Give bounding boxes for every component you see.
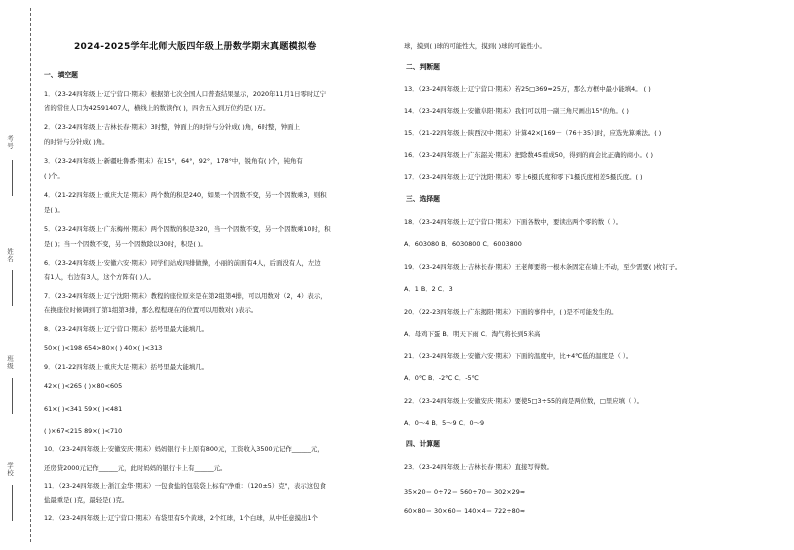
question-line: 50×( )<198 654>80×( ) 40×( )<313 bbox=[44, 344, 163, 352]
question-line: 61×( )<341 59×( )<481 bbox=[44, 405, 123, 413]
question-line: 15．（21-22四年级上·陕西汉中·期末）计算42×[169－（76＋35）]时，应选先算乘法。( ) bbox=[404, 129, 662, 137]
exam-number-label: 考号 bbox=[6, 135, 14, 150]
question-line: 6．（23-24四年级上·安徽六安·期末）同学们站成四排做操，小丽的前面有4人，后面没有人，左边 bbox=[44, 259, 321, 267]
question-line: A．母鸡下蛋 B．明天下雨 C．淘气将长到5米高 bbox=[404, 330, 541, 338]
question-line: 盐最重是( )克，最轻是( )克。 bbox=[44, 496, 129, 504]
question-line: 19．（23-24四年级上·吉林长春·期末）王老师要将一根木条固定在墙上不动，至少需要( )枚钉子。 bbox=[404, 263, 682, 271]
section-heading: 一、填空题 bbox=[44, 71, 78, 79]
question-line: 42×( )<265 ( )×80<605 bbox=[44, 382, 123, 390]
question-line: 7．（23-24四年级上·辽宁沈阳·期末）教程的座位原来是在第2组第4排，可以用数对（2，4）表示， bbox=[44, 292, 327, 300]
question-line: ( )个。 bbox=[44, 172, 64, 180]
question-line: 省的常住人口为42591407人，横线上的数读作( )，四舍五入到万位约是( )万。 bbox=[44, 104, 270, 112]
question-line: 是( )；当一个因数不变，另一个因数除以30时，积是( )。 bbox=[44, 240, 207, 248]
question-line: 16．（23-24四年级上·广东韶关·期末）把除数45看成50，得到的商会比正确的商小。( ) bbox=[404, 151, 653, 159]
school-label: 学校 bbox=[6, 462, 14, 477]
page-title: 2024-2025学年北师大版四年级上册数学期末真题模拟卷 bbox=[74, 42, 317, 52]
question-line: 的时针与分针成( )角。 bbox=[44, 138, 109, 146]
question-line: ( )×67<215 89×( )<710 bbox=[44, 427, 123, 435]
question-line: 22．（23-24四年级上·安徽安庆·期末）要使5□3÷55的商是两位数，□里应填（ ）。 bbox=[404, 397, 644, 405]
question-line: 还房贷2000元记作______元，此时妈妈的银行卡上有______元。 bbox=[44, 464, 227, 472]
binding-margin bbox=[0, 0, 40, 550]
section-heading: 三、选择题 bbox=[406, 195, 440, 203]
question-line: 4．（21-22四年级上·重庆大足·期末）两个数的积是240，如果一个因数不变，另一个因数乘3，则积 bbox=[44, 191, 327, 199]
class-label: 班级 bbox=[6, 355, 14, 370]
question-line: 8．（23-24四年级上·辽宁营口·期末）括号里最大能填几。 bbox=[44, 325, 209, 333]
question-line: 14．（23-24四年级上·安徽阜阳·期末）我们可以用一副三角尺画出15°的角。( ) bbox=[404, 107, 629, 115]
question-line: 13．（23-24四年级上·辽宁营口·期末）若25□369≈25万，那么方框中最小能填4。 ( ) bbox=[404, 85, 651, 93]
cut-line bbox=[30, 8, 31, 542]
question-line: 在换座位时候调到了第1组第3排，那么程程现在的位置可以用数对( )表示。 bbox=[44, 306, 258, 314]
question-line: 1．（23-24四年级上·辽宁营口·期末）根据第七次全国人口普查结果显示，2020年11月1日零时辽宁 bbox=[44, 90, 327, 98]
question-line: 是( )。 bbox=[44, 206, 64, 214]
question-line: 23．（23-24四年级上·吉林长春·期末）直接写得数。 bbox=[404, 463, 553, 471]
question-line: A．0℃ B．-2℃ C．-5℃ bbox=[404, 374, 479, 382]
question-line: 60×80＝ 30×60＝ 140×4＝ 722÷80≈ bbox=[404, 507, 526, 515]
question-line: 球，摸到( )球的可能性大，摸到( )球的可能性小。 bbox=[404, 42, 546, 50]
question-line: 5．（23-24四年级上·广东梅州·期末）两个因数的积是320，当一个因数不变，另一个因数乘10时，积 bbox=[44, 225, 331, 233]
question-line: A．0～4 B．5～9 C．0～9 bbox=[404, 419, 485, 427]
question-line: 35×20＝ 0÷72＝ 560÷70＝ 302×29≈ bbox=[404, 488, 526, 496]
name-label: 姓名 bbox=[6, 248, 14, 263]
section-heading: 二、判断题 bbox=[406, 63, 440, 71]
question-line: 20．（22-23四年级上·广东揭阳·期末）下面的事件中，( )是不可能发生的。 bbox=[404, 308, 618, 316]
question-line: 21．（23-24四年级上·安徽六安·期末）下面的温度中，比+4℃低的温度是（ ）。 bbox=[404, 352, 633, 360]
question-line: 10．（23-24四年级上·安徽安庆·期末）妈妈银行卡上原有800元，工资收入3500元记作______元， bbox=[44, 445, 324, 453]
question-line: 2．（23-24四年级上·吉林长春·期末）3时整，钟面上的时针与分针成( )角，6时整，钟面上 bbox=[44, 123, 300, 131]
question-line: A．603080 B．6030800 C．6003800 bbox=[404, 240, 522, 248]
question-line: 3．（23-24四年级上·新疆吐鲁番·期末）在15°，64°，92°，178°中，锐角有( )个，钝角有 bbox=[44, 157, 303, 165]
question-line: 17．（23-24四年级上·辽宁沈阳·期末）零上6摄氏度和零下1摄氏度相差5摄氏度。( ) bbox=[404, 173, 643, 181]
question-line: 有1人，右边有3人，这个方阵有( )人。 bbox=[44, 273, 156, 281]
section-heading: 四、计算题 bbox=[406, 440, 440, 448]
question-line: A．1 B．2 C．3 bbox=[404, 285, 453, 293]
question-line: 11．（23-24四年级上·浙江金华·期末）一包食盐的包装袋上标有"净重：（120±5）克"，表示这包食 bbox=[44, 482, 326, 490]
question-line: 9．（21-22四年级上·重庆大足·期末）括号里最大能填几。 bbox=[44, 363, 209, 371]
question-line: 18．（23-24四年级上·辽宁营口·期末）下面各数中，要读出两个零的数（ ）。 bbox=[404, 218, 623, 226]
question-line: 12．（23-24四年级上·辽宁营口·期末）布袋里有5个黄球，2个红球，1个白球，从中任意摸出1个 bbox=[44, 514, 318, 522]
